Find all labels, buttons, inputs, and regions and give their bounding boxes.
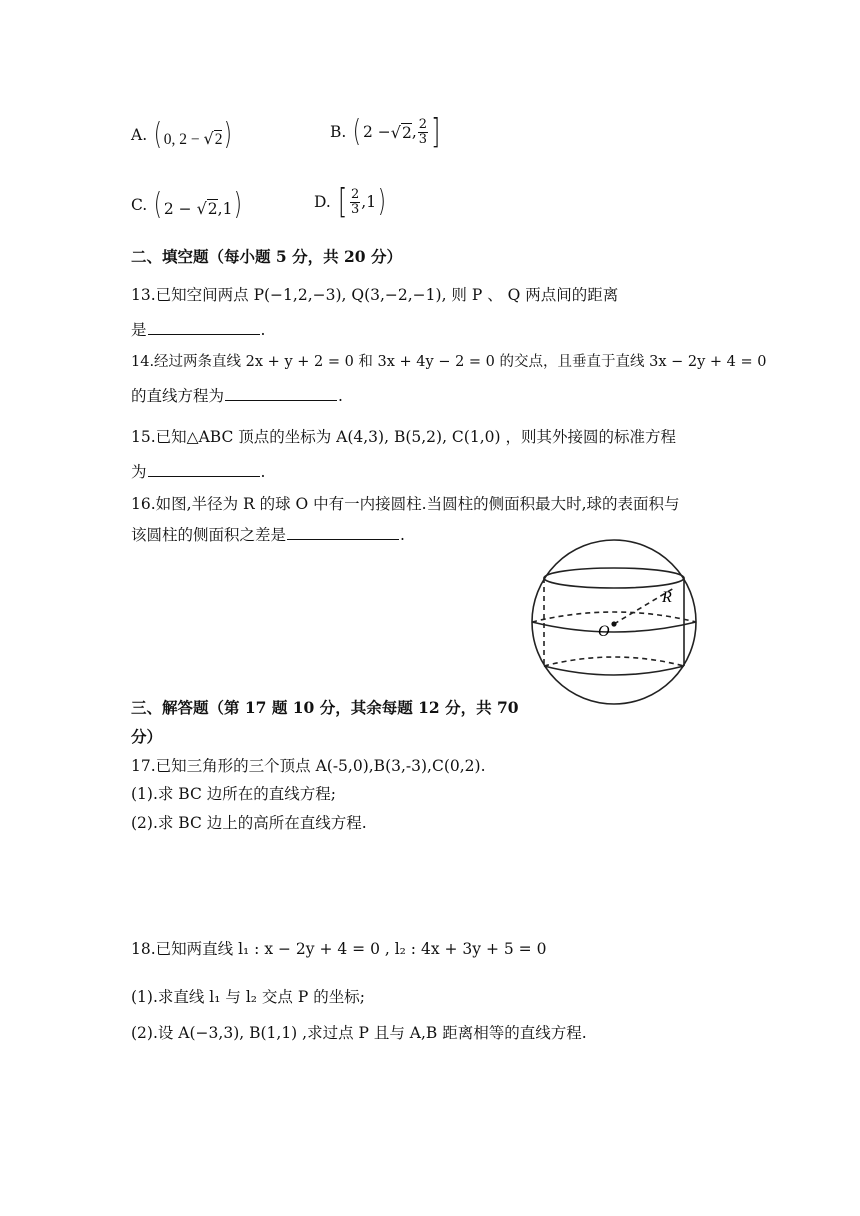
- q13-line2-pre: 是: [131, 321, 147, 339]
- q18-line1: 18.已知两直线 l₁ : x − 2y + 4 = 0 , l₂ : 4x + 3y + 5 = 0: [131, 940, 547, 958]
- q18-line2: (1).求直线 l₁ 与 l₂ 交点 P 的坐标;: [131, 988, 365, 1006]
- cylinder-bottom-back: [544, 657, 684, 666]
- q17-line2: (1).求 BC 边所在的直线方程;: [131, 785, 336, 803]
- q16-line2-pre: 该圆柱的侧面积之差是: [131, 526, 287, 544]
- label-R: R: [662, 589, 672, 606]
- option-a: [131, 117, 234, 152]
- q16-line1: 16.如图,半径为 R 的球 O 中有一内接圆柱.当圆柱的侧面积最大时,球的表面积与: [131, 495, 680, 513]
- option-d-content: [ $\frac{2}{3}$ ,1 ): [337, 182, 387, 222]
- cylinder-top: [544, 568, 684, 588]
- q16-answer-blank[interactable]: [287, 525, 399, 540]
- label-O: O: [598, 623, 610, 640]
- option-a-label: A.: [131, 126, 148, 144]
- q16-line2-post: .: [400, 526, 405, 544]
- q13-line2-post: .: [260, 321, 266, 339]
- q14-line1: 14.经过两条直线 2x + y + 2 = 0 和 3x + 4y − 2 = 0 的交点，且垂直于直线 3x − 2y + 4 = 0: [131, 354, 767, 370]
- section-3-title-line1: 三、解答题（第 17 题 10 分，其余每题 12 分，共 70: [131, 698, 519, 717]
- q13-line1: 13.已知空间两点 P(−1,2,−3), Q(3,−2,−1), 则 P 、 Q 两点间的距离: [131, 286, 619, 304]
- q15-line1: 15.已知△ABC 顶点的坐标为 A(4,3), B(5,2), C(1,0) ，则其外接圆的标准方程: [131, 428, 676, 446]
- q18-line3: (2).设 A(−3,3), B(1,1) ,求过点 P 且与 A,B 距离相等的直线方程.: [131, 1024, 587, 1042]
- option-c-label: C.: [131, 196, 148, 214]
- option-a-content: ( 0, 2 − √2): [153, 117, 233, 152]
- q14-line2-pre: 的直线方程为: [131, 387, 225, 405]
- sphere-cylinder-diagram: [526, 538, 702, 722]
- q17-line3: (2).求 BC 边上的高所在直线方程.: [131, 814, 367, 832]
- q13-answer-blank[interactable]: [148, 320, 260, 335]
- option-d: [314, 182, 388, 222]
- q16-line2: [131, 523, 405, 545]
- option-c-content: ( 2 − √2,1): [153, 187, 243, 222]
- q17-line1: 17.已知三角形的三个顶点 A(-5,0),B(3,-3),C(0,2).: [131, 757, 486, 775]
- center-point: [611, 621, 616, 626]
- q13-line2: [131, 318, 265, 340]
- cylinder-bottom-front: [544, 666, 684, 675]
- q14-line2: [131, 384, 343, 406]
- option-c: [131, 187, 244, 222]
- q15-answer-blank[interactable]: [148, 462, 260, 477]
- q14-line2-post: .: [338, 387, 343, 405]
- equator-back: [532, 612, 696, 622]
- section-3-title-line2: 分）: [131, 727, 163, 746]
- option-b: [330, 112, 442, 152]
- q15-line2: [131, 460, 265, 482]
- option-b-content: ( 2 − √ 2 , $\frac{2}{3}$ ]: [353, 112, 441, 152]
- q15-line2-post: .: [260, 463, 266, 481]
- q15-line2-pre: 为: [131, 463, 147, 481]
- q14-answer-blank[interactable]: [225, 386, 337, 401]
- section-2-title: 二、填空题（每小题 5 分，共 20 分）: [131, 247, 402, 266]
- option-d-label: D.: [314, 193, 331, 211]
- option-b-label: B.: [330, 123, 347, 141]
